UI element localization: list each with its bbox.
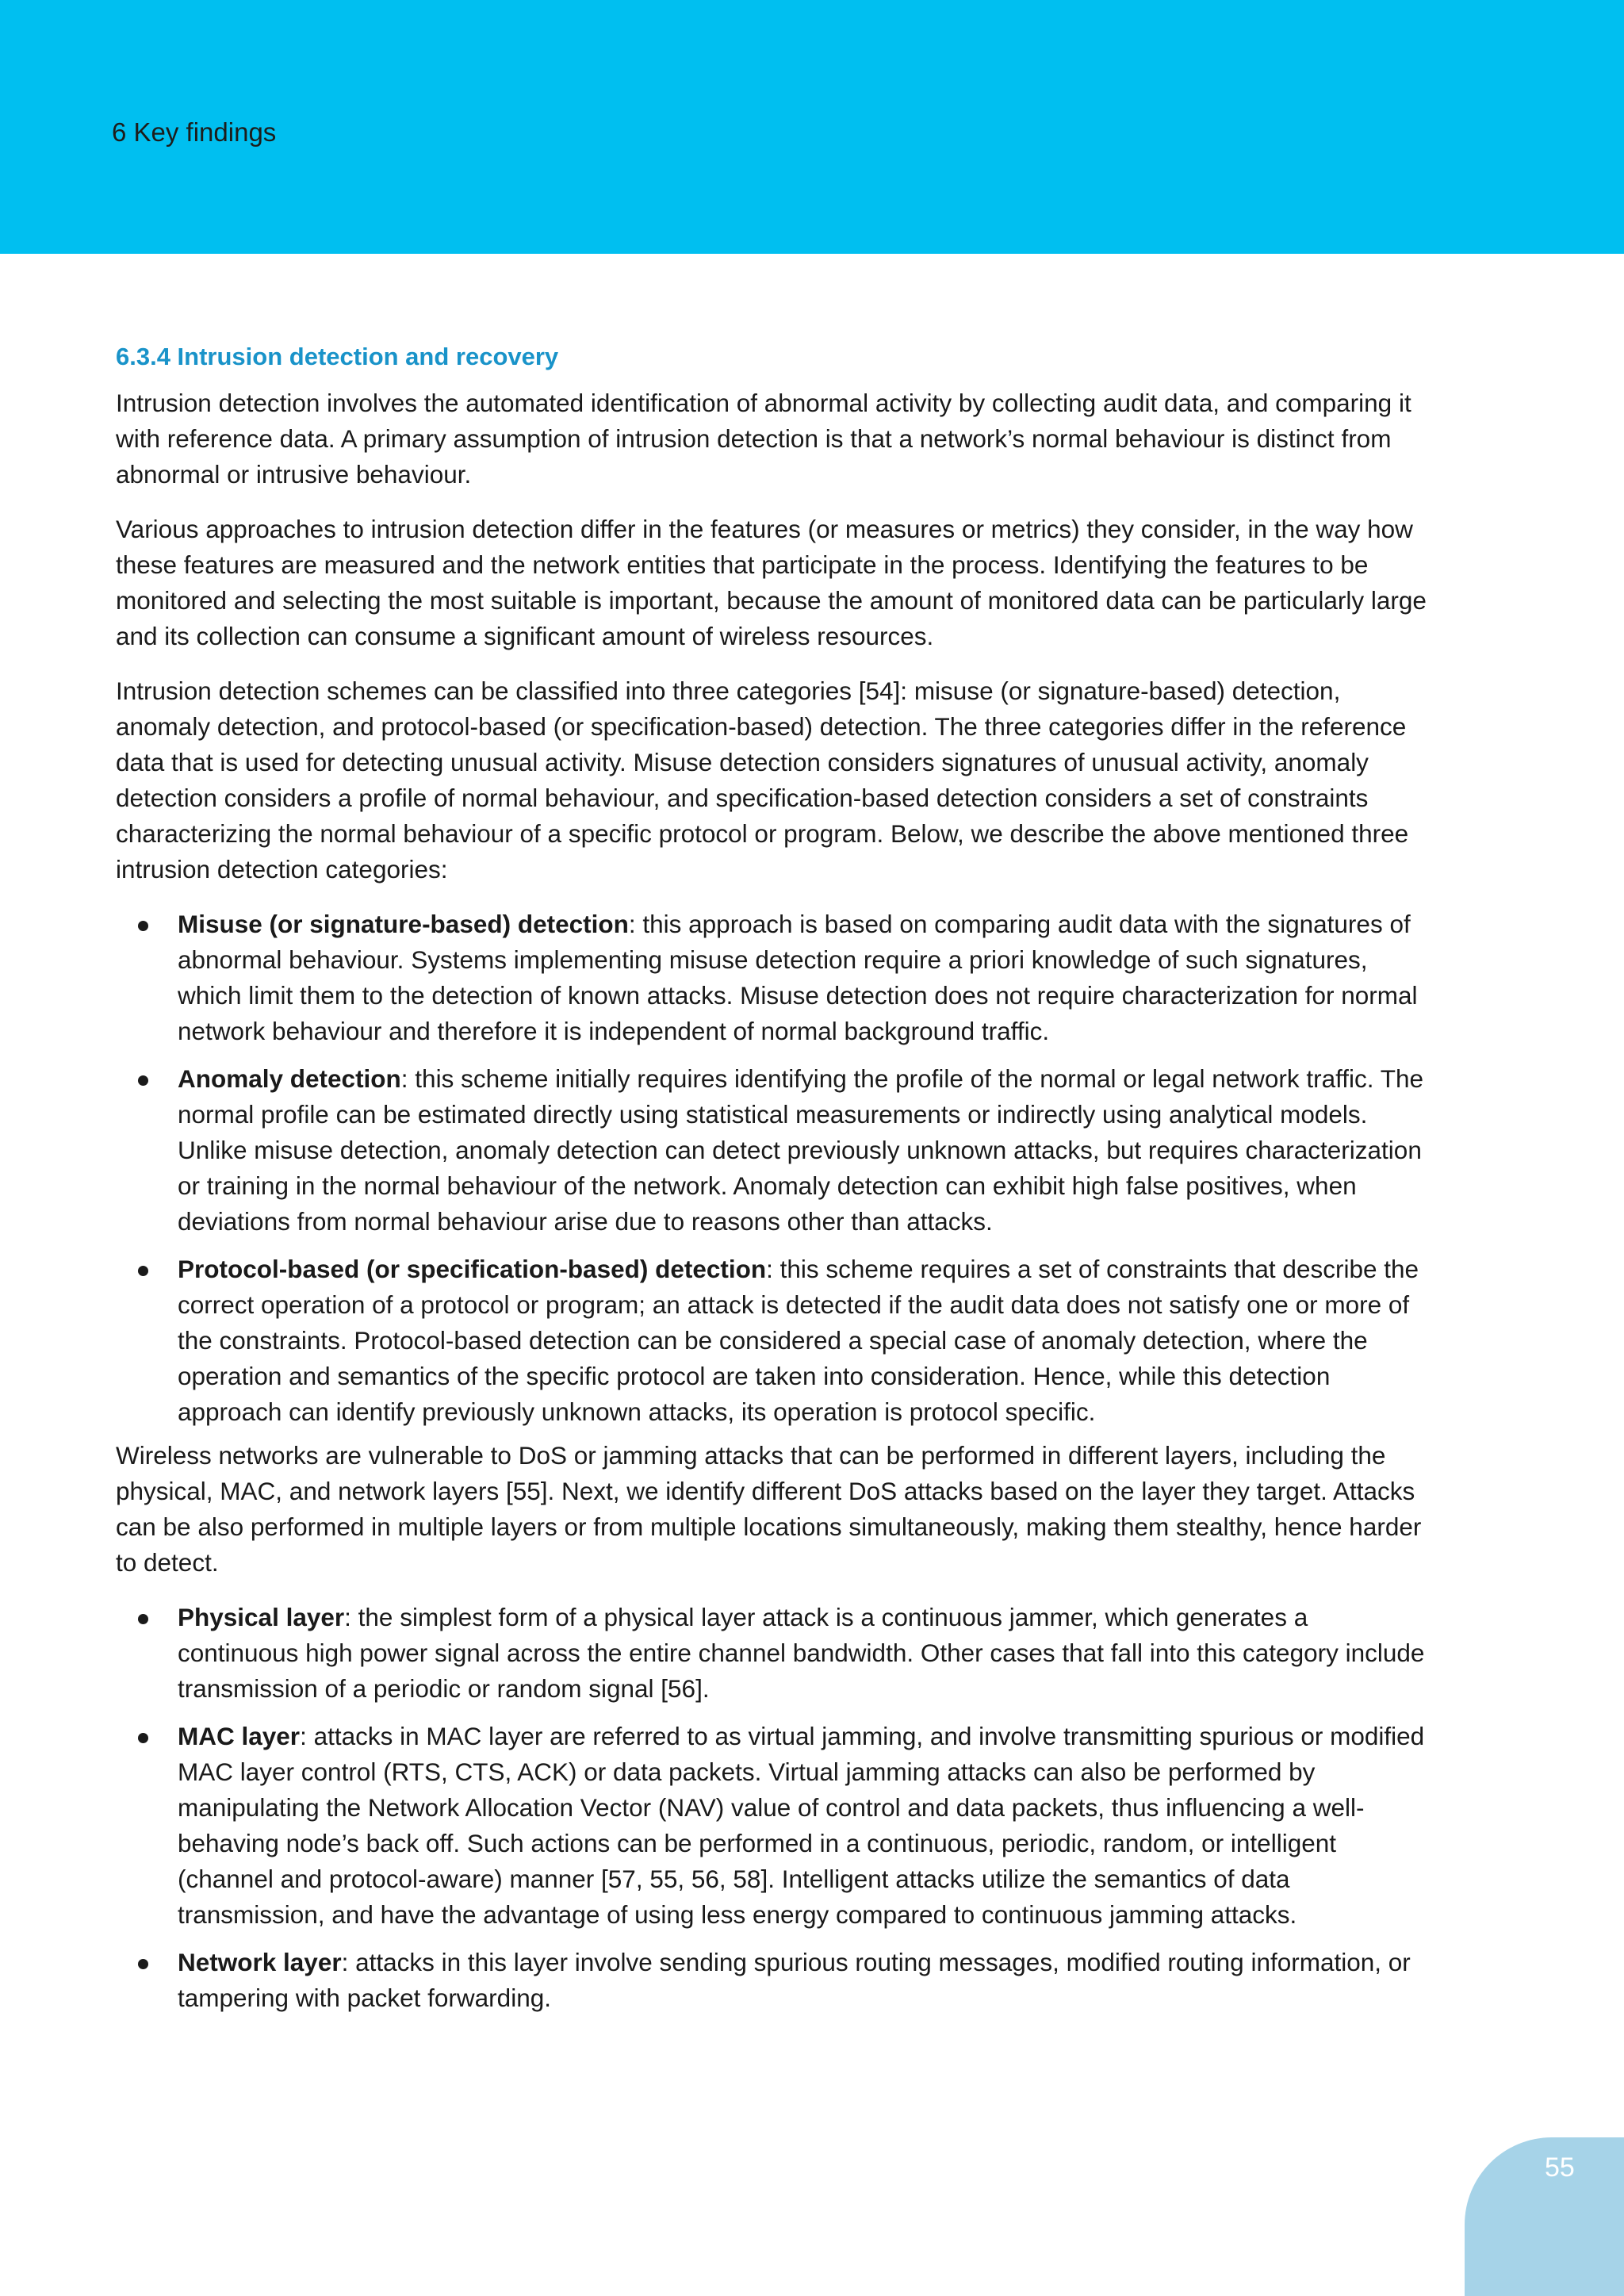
list-item <box>116 1600 1432 1707</box>
term: Network layer <box>178 1948 342 1976</box>
term: Anomaly detection <box>178 1064 401 1093</box>
section-title: 6.3.4 Intrusion detection and recovery <box>116 343 559 370</box>
bullet-icon <box>138 1959 148 1969</box>
term: Misuse (or signature-based) detection <box>178 910 629 938</box>
dos-layers-list <box>116 1600 1432 2016</box>
term: Protocol-based (or specification-based) detection <box>178 1255 767 1283</box>
definition: : this approach is based on comparing audit data with the signatures of abnormal behaviour. Systems implementing misuse detection require a priori knowledge of such signatures, which limit them to the detection of known attacks. Misuse detection does not require characterization for normal network behaviour and therefore it is independent of normal background traffic. <box>178 910 1418 1045</box>
paragraph: Intrusion detection involves the automated identification of abnormal activity by collecting audit data, and comparing it with reference data. A primary assumption of intrusion detection is that a network’s normal behaviour is distinct from abnormal or intrusive behaviour. <box>116 389 1411 489</box>
list-item <box>116 1251 1432 1430</box>
chapter-heading: 6 Key findings <box>112 117 277 147</box>
definition: : this scheme requires a set of constraints that describe the correct operation of a protocol or program; an attack is detected if the audit data does not satisfy one or more of the constraints. Protocol-based detection can be considered a special case of anomaly detection, where the operation and semantics of the specific protocol are taken into consideration. Hence, while this detection approach can identify previously unknown attacks, its operation is protocol specific. <box>178 1255 1419 1426</box>
term: Physical layer <box>178 1603 345 1631</box>
paragraph: Various approaches to intrusion detection differ in the features (or measures or metrics) they consider, in the way how these features are measured and the network entities that participate in the process. Identifying the features to be monitored and selecting the most suitable is important, because the amount of monitored data can be particularly large and its collection can consume a significant amount of wireless resources. <box>116 515 1427 650</box>
list-item <box>116 1719 1432 1933</box>
list-item <box>116 907 1432 1049</box>
list-item <box>116 1061 1432 1240</box>
main-content <box>116 343 1432 2028</box>
paragraph: Intrusion detection schemes can be classified into three categories [54]: misuse (or signature-based) detection, anomaly detection, and protocol-based (or specification-based) detection. The three categories differ in the reference data that is used for detecting unusual activity. Misuse detection considers signatures of unusual activity, anomaly detection considers a profile of normal behaviour, and specification-based detection considers a set of constraints characterizing the normal behaviour of a specific protocol or program. Below, we describe the above mentioned three intrusion detection categories: <box>116 677 1409 884</box>
bullet-icon <box>138 1075 148 1086</box>
bullet-icon <box>138 1733 148 1743</box>
detection-categories-list <box>116 907 1432 1430</box>
definition: : attacks in MAC layer are referred to as virtual jamming, and involve transmitting spurious or modified MAC layer control (RTS, CTS, ACK) or data packets. Virtual jamming attacks can also be performed by manipulating the Network Allocation Vector (NAV) value of control and data packets, thus influencing a well-behaving node’s back off. Such actions can be performed in a continuous, periodic, random, or intelligent (channel and protocol-aware) manner [57, 55, 56, 58]. Intelligent attacks utilize the semantics of data transmission, and have the advantage of using less energy compared to continuous jamming attacks. <box>178 1722 1425 1929</box>
definition: : the simplest form of a physical layer attack is a continuous jammer, which generates a continuous high power signal across the entire channel bandwidth. Other cases that fall into this category include transmission of a periodic or random signal [56]. <box>178 1603 1425 1703</box>
bullet-icon <box>138 1614 148 1624</box>
bullet-icon <box>138 1266 148 1276</box>
definition: : attacks in this layer involve sending spurious routing messages, modified routing information, or tampering with packet forwarding. <box>178 1948 1411 2012</box>
term: MAC layer <box>178 1722 301 1750</box>
page-number: 55 <box>1545 2152 1575 2183</box>
definition: : this scheme initially requires identifying the profile of the normal or legal network traffic. The normal profile can be estimated directly using statistical measurements or indirectly using analytical models. Unlike misuse detection, anomaly detection can detect previously unknown attacks, but requires characterization or training in the normal behaviour of the network. Anomaly detection can exhibit high false positives, when deviations from normal behaviour arise due to reasons other than attacks. <box>178 1064 1424 1236</box>
paragraph: Wireless networks are vulnerable to DoS or jamming attacks that can be performed in different layers, including the physical, MAC, and network layers [55]. Next, we identify different DoS attacks based on the layer they target. Attacks can be also performed in multiple layers or from multiple locations simultaneously, making them stealthy, hence harder to detect. <box>116 1441 1422 1577</box>
bullet-icon <box>138 921 148 931</box>
list-item <box>116 1945 1432 2016</box>
